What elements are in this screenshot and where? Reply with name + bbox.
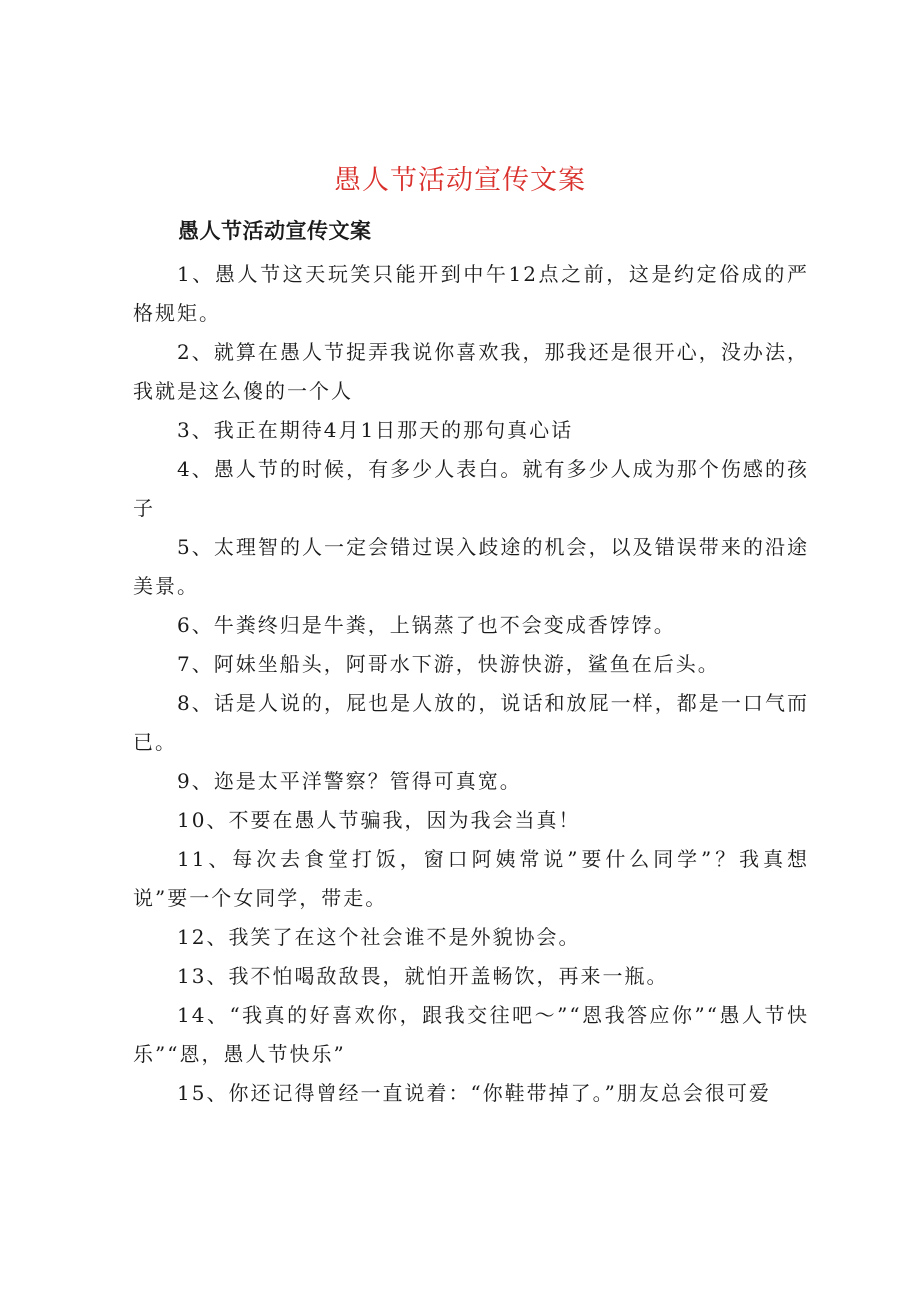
paragraph-11: 11、每次去食堂打饭，窗口阿姨常说”要什么同学”？我真想说”要一个女同学，带走。 (133, 847, 809, 910)
paragraph-15: 15、你还记得曾经一直说着：“你鞋带掉了。”朋友总会很可爱 (177, 1081, 771, 1105)
paragraph-6: 6、牛粪终归是牛粪，上锅蒸了也不会变成香饽饽。 (177, 613, 676, 637)
paragraph-8: 8、话是人说的，屁也是人放的，说话和放屁一样，都是一口气而已。 (133, 691, 809, 754)
paragraph-9: 9、迩是太平洋警察？管得可真宽。 (177, 769, 522, 793)
paragraph-10: 10、不要在愚人节骗我，因为我会当真！ (177, 808, 581, 832)
paragraph-4: 4、愚人节的时候，有多少人表白。就有多少人成为那个伤感的孩子 (133, 457, 809, 520)
document-body (133, 255, 809, 1113)
document-subtitle: 愚人节活动宣传文案 (178, 219, 372, 243)
paragraph-3: 3、我正在期待4月1日那天的那句真心话 (177, 418, 574, 442)
paragraph-2: 2、就算在愚人节捉弄我说你喜欢我，那我还是很开心，没办法，我就是这么傻的一个人 (133, 340, 809, 403)
document-title: 愚人节活动宣传文案 (334, 165, 586, 196)
paragraph-5: 5、太理智的人一定会错过误入歧途的机会，以及错误带来的沿途美景。 (133, 535, 809, 598)
paragraph-12: 12、我笑了在这个社会谁不是外貌协会。 (177, 925, 581, 949)
paragraph-7: 7、阿妹坐船头，阿哥水下游，快游快游，鲨鱼在后头。 (177, 652, 720, 676)
paragraph-1: 1、愚人节这天玩笑只能开到中午12点之前，这是约定俗成的严格规矩。 (133, 262, 809, 325)
paragraph-13: 13、我不怕喝敌敌畏，就怕开盖畅饮，再来一瓶。 (177, 964, 669, 988)
paragraph-14: 14、“我真的好喜欢你，跟我交往吧～”“恩我答应你”“愚人节快乐”“恩，愚人节快乐” (133, 1003, 809, 1066)
